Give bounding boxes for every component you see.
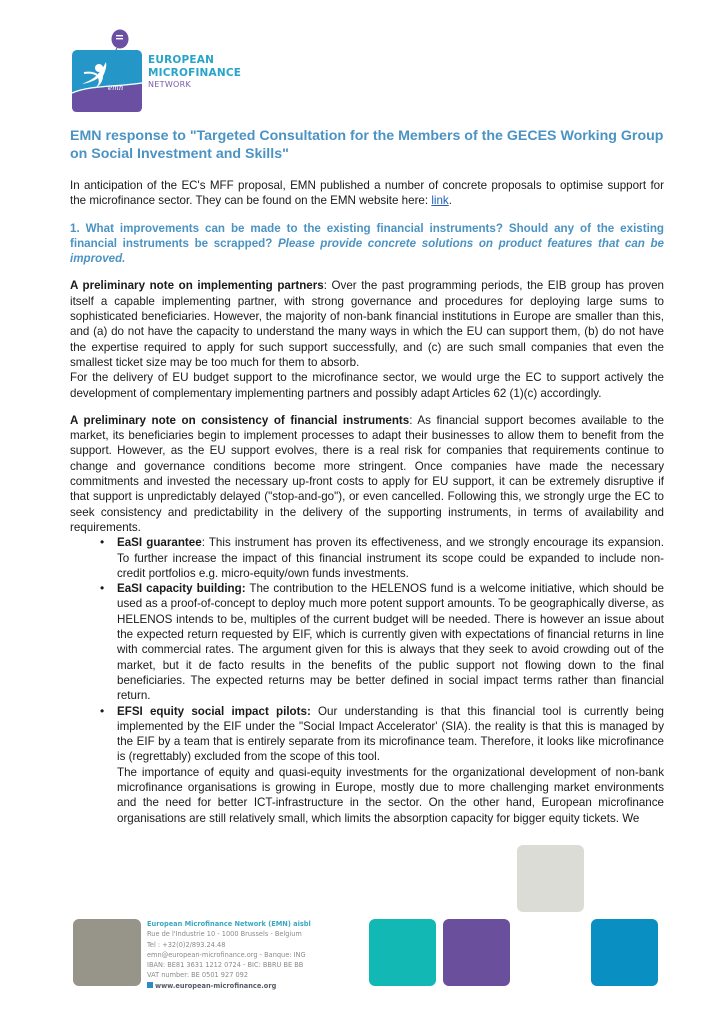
bullet-text: The contribution to the HELENOS fund is a welcome initiative, which should be used as a proof-of-concept to deploy much more potent support amounts. To be geographically diverse, as HELENOS intends to be, multiples of the current budget will be needed. There is however an issue about the expected return requested by EIF, which is currently given with expectations of financial returns in line with commercial rates. The argument given for this is always that they seek to avoid crowding out of the market, but it de facto results in the benefits of the public support not flowing down to the final beneficiaries. The expected returns may be better defined in social impact terms rather than financial return. — [117, 582, 664, 703]
instrument-list — [117, 535, 664, 826]
bullet-heading: EaSI guarantee — [117, 536, 202, 550]
logo-line-network: NETWORK — [148, 80, 192, 89]
note-heading: A preliminary note on implementing partners — [70, 279, 324, 293]
footer-vat: VAT number: BE 0501 927 092 — [147, 971, 249, 980]
logo-wordmark — [148, 54, 241, 92]
intro-text: In anticipation of the EC's MFF proposal, EMN published a number of concrete proposals to optimise support for the microfinance sector. They can be found on the EMN website here: — [70, 179, 664, 208]
decorative-teal-square — [369, 919, 436, 986]
footer-website-row[interactable] — [147, 981, 311, 991]
bullet-continuation: The importance of equity and quasi-equity investments for the organizational development of non-bank microfinance organisations is growing in Europe, mostly due to more challenging market environments and the need for better ICT-infrastructure in the sector. On the other hand, European microfinance organisations are still relatively small, which limits the absorption capacity for bigger equity tickets. We — [117, 765, 664, 825]
footer-grey-square — [73, 919, 141, 986]
logo-line-microfinance: MICROFINANCE — [148, 66, 242, 79]
decorative-blue-square — [591, 919, 658, 986]
note-text: : As financial support becomes available to the market, its beneficiaries begin to implement processes to adapt their businesses to allow them to benefit from the support. However, as the EU support evolves, there is a real risk for companies that requirements continue to change and governance conditions become more stringent. Once companies have made the necessary commitments and invested the necessary up-front costs to apply for EU support, it can be extremely disruptive if that support is unpredictably delayed ("stop-and-go"), or even cancelled. Following this, we strongly urge the EC to seek consistency and predictability in the delivery of the supporting instruments, in terms of availability and requirements. — [70, 413, 664, 534]
bullet-text: : This instrument has proven its effectiveness, and we strongly encourage its expansion. To further increase the impact of this financial instrument its scope could be expanded to include non-credit portfolios e.g. micro-equity/own funds investments. — [117, 536, 664, 580]
svg-text:emn: emn — [108, 84, 124, 92]
decorative-light-grey-square — [517, 845, 584, 912]
emn-logo-mark-icon — [70, 28, 146, 114]
document-title: EMN response to "Targeted Consultation for the Members of the GECES Working Group on Social Investment and Skills" — [70, 128, 664, 162]
decorative-purple-square — [443, 919, 510, 986]
bullet-text: Our understanding is that this financial tool is currently being implemented by the EIF under the "Social Impact Accelerator' (SIA). the reality is that this is managed by the EIF by a team that is entirely separate from its microfinance team. Therefore, it looks like microfinance is (regrettably) excluded from the scope of this tool. — [117, 704, 665, 764]
list-item-easi-guarantee — [117, 535, 664, 581]
note-heading: A preliminary note on consistency of financial instruments — [70, 413, 410, 427]
footer-address: Rue de l'Industrie 10 - 1000 Brussels - Belgium — [147, 930, 302, 939]
logo-line-european: EUROPEAN — [148, 54, 215, 66]
footer-contact-info — [147, 919, 311, 991]
emn-proposals-link[interactable]: link — [431, 194, 449, 208]
bullet-heading: EFSI equity social impact pilots: — [117, 704, 311, 718]
footer-email-bank: emn@european-microfinance.org - Banque: ING — [147, 950, 306, 959]
list-item-easi-capacity-building — [117, 581, 664, 703]
question-text: 1. What improvements can be made to the existing financial instruments? Should any of the existing financial instruments be scrapped? — [70, 221, 664, 250]
note-implementing-partners — [70, 278, 664, 370]
footer-iban-bic: IBAN: BE81 3631 1212 0724 - BIC: BBRU BE BB — [147, 961, 304, 970]
intro-paragraph — [70, 178, 664, 209]
list-item-efsi-equity-pilots — [117, 704, 664, 826]
question-1 — [70, 221, 664, 267]
footer-org-name: European Microfinance Network (EMN) aisbl — [147, 920, 311, 928]
website-icon — [147, 982, 153, 988]
document-body — [70, 127, 664, 826]
footer-website[interactable]: www.european-microfinance.org — [155, 981, 277, 990]
note-consistency — [70, 413, 664, 535]
emn-logo — [70, 28, 260, 114]
intro-after-link: . — [448, 194, 452, 208]
footer-tel: Tel : +32(0)2/893.24.48 — [147, 940, 226, 949]
note-text: : Over the past programming periods, the EIB group has proven itself a capable implementing partner, with strong governance and procedures for deploying large sums to sophisticated beneficiaries. However, the majority of non-bank financial institutions in Europe are smaller than this, and (a) do not have the capacity to understand the many ways in which the EU can support them, (b) do not have the expertise required to apply for such support successfully, and (c) are such small companies that even the smallest ticket size may be too much for them to absorb. — [70, 279, 664, 369]
note-implementing-partners-followup: For the delivery of EU budget support to the microfinance sector, we would urge the EC to support actively the development of complementary implementing partners and possibly adapt Articles 62 (1)(c) accordingly. — [70, 371, 664, 400]
bullet-heading: EaSI capacity building: — [117, 582, 246, 596]
question-instruction: Please provide concrete solutions on product features that can be improved. — [70, 236, 664, 266]
spacer — [70, 401, 664, 413]
